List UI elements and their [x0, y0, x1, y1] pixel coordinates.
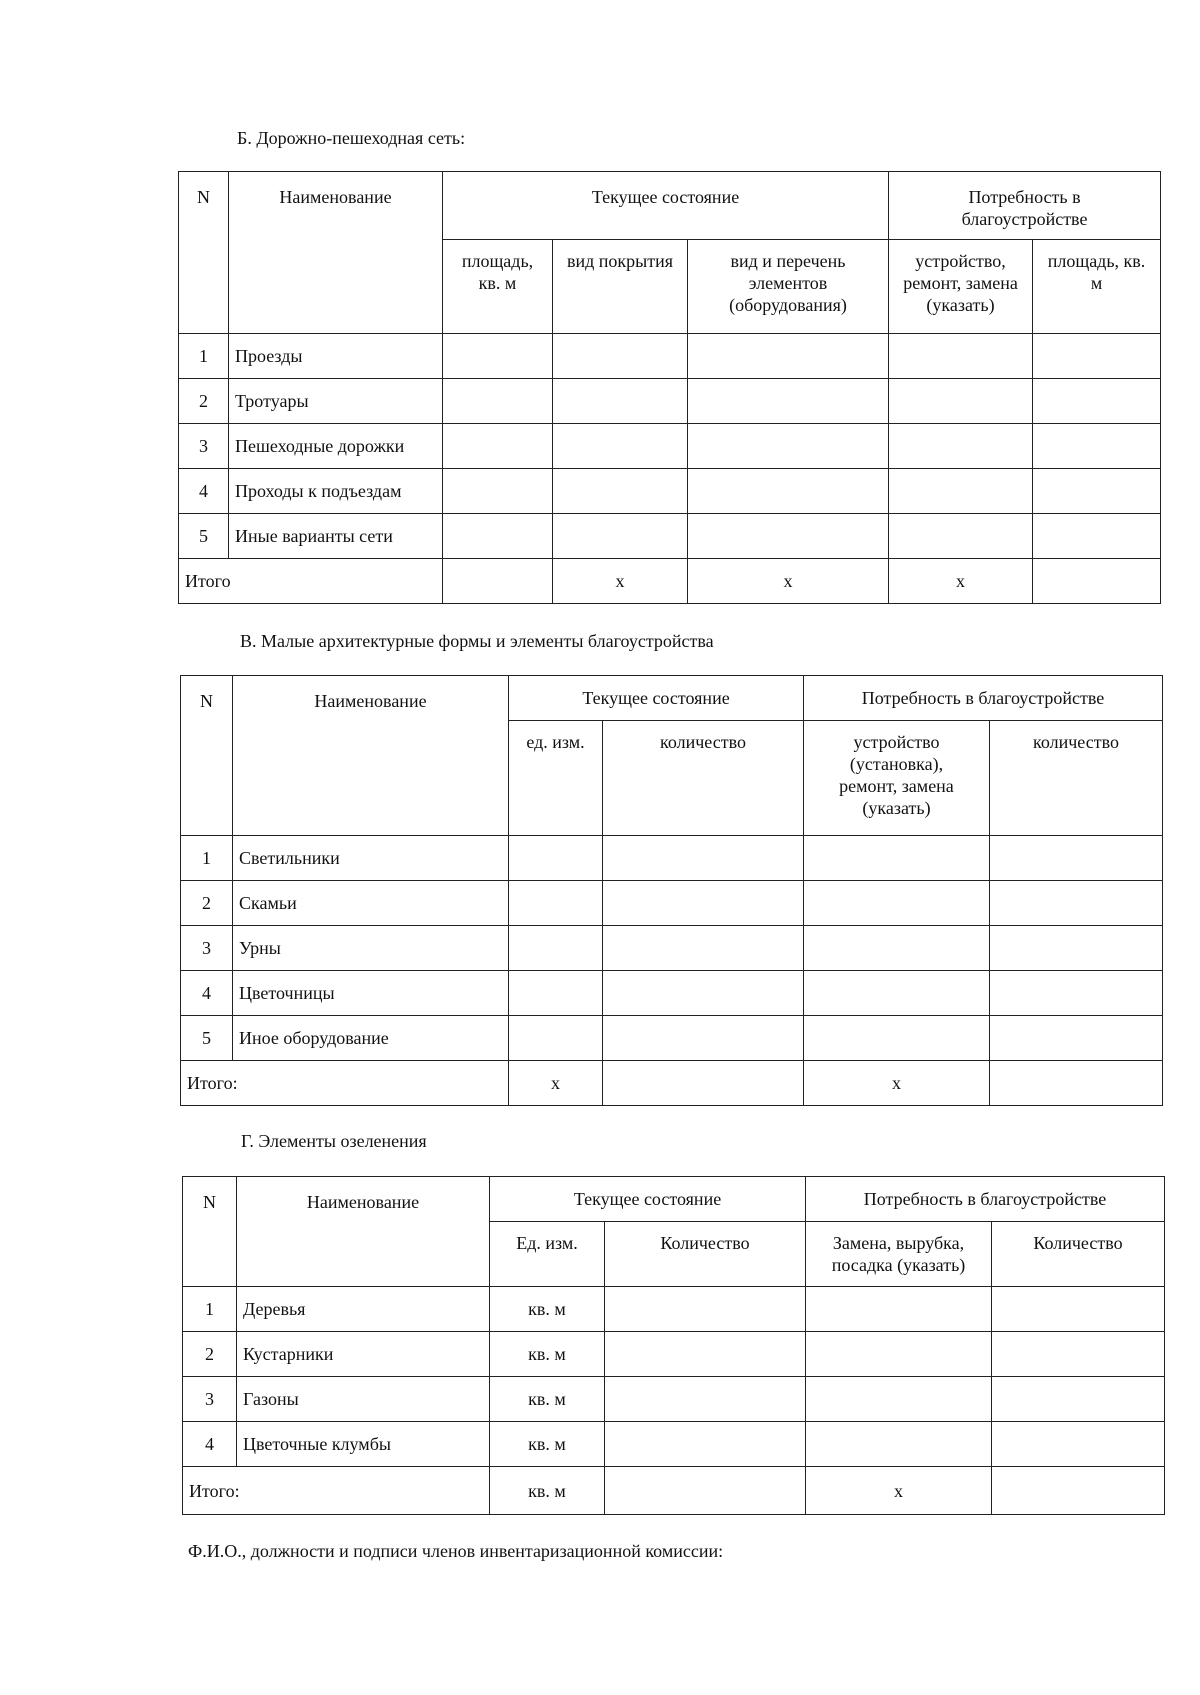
cell — [990, 836, 1163, 881]
cell — [1033, 379, 1161, 424]
header-elements: вид и перечень элементов (оборудования) — [688, 240, 889, 334]
cell — [443, 424, 553, 469]
row-unit: кв. м — [490, 1422, 605, 1467]
total-row — [181, 1061, 1163, 1106]
cell — [443, 514, 553, 559]
cell — [992, 1467, 1165, 1515]
cell — [992, 1422, 1165, 1467]
row-unit: кв. м — [490, 1287, 605, 1332]
cell — [806, 1377, 992, 1422]
cell — [443, 559, 553, 604]
row-number: 4 — [183, 1422, 237, 1467]
cell — [688, 469, 889, 514]
row-name: Газоны — [237, 1377, 490, 1422]
cell — [804, 881, 990, 926]
row-name: Проезды — [229, 334, 443, 379]
cell — [889, 334, 1033, 379]
cell — [605, 1422, 806, 1467]
header-unit: ед. изм. — [509, 721, 603, 836]
row-number: 1 — [183, 1287, 237, 1332]
total-repair: x — [889, 559, 1033, 604]
total-replace: x — [806, 1467, 992, 1515]
cell — [603, 926, 804, 971]
header-quantity: количество — [603, 721, 804, 836]
cell — [990, 971, 1163, 1016]
header-improvement-need: Потребность в благоустройстве — [806, 1177, 1165, 1222]
cell — [804, 836, 990, 881]
landscaping-table — [182, 1176, 1165, 1515]
cell — [603, 836, 804, 881]
cell — [889, 514, 1033, 559]
total-row — [183, 1467, 1165, 1515]
row-name: Урны — [233, 926, 509, 971]
total-unit: x — [509, 1061, 603, 1106]
table-row — [181, 926, 1163, 971]
row-number: 2 — [179, 379, 229, 424]
section-v-title: В. Малые архитектурные формы и элементы благоустройства — [240, 631, 714, 651]
cell — [688, 379, 889, 424]
total-label: Итого: — [183, 1467, 490, 1515]
header-name: Наименование — [237, 1177, 490, 1287]
row-unit: кв. м — [490, 1377, 605, 1422]
commission-signatures-line: Ф.И.О., должности и подписи членов инвентаризационной комиссии: — [188, 1541, 724, 1561]
row-name: Иные варианты сети — [229, 514, 443, 559]
cell — [509, 836, 603, 881]
section-g-title: Г. Элементы озеленения — [241, 1131, 427, 1151]
row-name: Тротуары — [229, 379, 443, 424]
total-coating: x — [553, 559, 688, 604]
row-name: Иное оборудование — [233, 1016, 509, 1061]
header-current-state: Текущее состояние — [443, 172, 889, 240]
header-need-quantity: количество — [990, 721, 1163, 836]
total-elements: x — [688, 559, 889, 604]
header-name: Наименование — [229, 172, 443, 334]
cell — [889, 379, 1033, 424]
cell — [603, 1061, 804, 1106]
table-row — [181, 836, 1163, 881]
cell — [603, 971, 804, 1016]
header-need-area: площадь, кв. м — [1033, 240, 1161, 334]
cell — [990, 926, 1163, 971]
cell — [688, 424, 889, 469]
table-row — [181, 1016, 1163, 1061]
cell — [603, 1016, 804, 1061]
row-name: Скамьи — [233, 881, 509, 926]
table-row — [181, 881, 1163, 926]
cell — [1033, 424, 1161, 469]
cell — [605, 1287, 806, 1332]
header-n: N — [183, 1177, 237, 1287]
cell — [804, 971, 990, 1016]
cell — [553, 514, 688, 559]
cell — [553, 469, 688, 514]
header-coating: вид покрытия — [553, 240, 688, 334]
cell — [509, 1016, 603, 1061]
header-current-state: Текущее состояние — [490, 1177, 806, 1222]
header-replace: Замена, вырубка, посадка (указать) — [806, 1222, 992, 1287]
cell — [509, 926, 603, 971]
small-architectural-forms-table — [180, 675, 1163, 1106]
table-row — [183, 1287, 1165, 1332]
row-number: 5 — [179, 514, 229, 559]
table-row — [179, 424, 1161, 469]
cell — [990, 881, 1163, 926]
road-network-table — [178, 171, 1161, 604]
cell — [553, 379, 688, 424]
header-n: N — [181, 676, 233, 836]
table-row — [183, 1422, 1165, 1467]
header-need-quantity: Количество — [992, 1222, 1165, 1287]
cell — [553, 334, 688, 379]
total-install: x — [804, 1061, 990, 1106]
total-label: Итого — [179, 559, 443, 604]
table-row — [183, 1332, 1165, 1377]
row-number: 1 — [181, 836, 233, 881]
header-name: Наименование — [233, 676, 509, 836]
row-number: 4 — [181, 971, 233, 1016]
cell — [992, 1377, 1165, 1422]
row-name: Цветочницы — [233, 971, 509, 1016]
section-b-title: Б. Дорожно-пешеходная сеть: — [237, 128, 466, 148]
row-name: Цветочные клумбы — [237, 1422, 490, 1467]
header-n: N — [179, 172, 229, 334]
cell — [806, 1287, 992, 1332]
header-improvement-need: Потребность в благоустройстве — [804, 676, 1163, 721]
row-name: Деревья — [237, 1287, 490, 1332]
table-row — [179, 334, 1161, 379]
cell — [1033, 559, 1161, 604]
table-row — [181, 971, 1163, 1016]
row-number: 1 — [179, 334, 229, 379]
table-row — [179, 469, 1161, 514]
cell — [889, 469, 1033, 514]
cell — [553, 424, 688, 469]
row-number: 4 — [179, 469, 229, 514]
header-area: площадь, кв. м — [443, 240, 553, 334]
cell — [1033, 334, 1161, 379]
row-unit: кв. м — [490, 1332, 605, 1377]
header-repair: устройство, ремонт, замена (указать) — [889, 240, 1033, 334]
cell — [605, 1332, 806, 1377]
row-name: Кустарники — [237, 1332, 490, 1377]
cell — [509, 971, 603, 1016]
cell — [990, 1016, 1163, 1061]
total-row — [179, 559, 1161, 604]
cell — [804, 926, 990, 971]
row-number: 3 — [179, 424, 229, 469]
row-number: 2 — [183, 1332, 237, 1377]
cell — [990, 1061, 1163, 1106]
cell — [889, 424, 1033, 469]
cell — [688, 334, 889, 379]
cell — [509, 881, 603, 926]
total-unit: кв. м — [490, 1467, 605, 1515]
row-name: Пешеходные дорожки — [229, 424, 443, 469]
cell — [806, 1332, 992, 1377]
row-number: 3 — [183, 1377, 237, 1422]
cell — [443, 379, 553, 424]
table-row — [179, 514, 1161, 559]
header-install: устройство (установка), ремонт, замена (указать) — [804, 721, 990, 836]
cell — [992, 1287, 1165, 1332]
cell — [443, 334, 553, 379]
table-row — [179, 379, 1161, 424]
row-number: 2 — [181, 881, 233, 926]
total-label: Итого: — [181, 1061, 509, 1106]
table-row — [183, 1377, 1165, 1422]
row-name: Проходы к подъездам — [229, 469, 443, 514]
header-current-state: Текущее состояние — [509, 676, 804, 721]
cell — [806, 1422, 992, 1467]
cell — [443, 469, 553, 514]
header-improvement-need: Потребность в благоустройстве — [889, 172, 1161, 240]
cell — [1033, 514, 1161, 559]
cell — [605, 1467, 806, 1515]
cell — [992, 1332, 1165, 1377]
cell — [804, 1016, 990, 1061]
cell — [1033, 469, 1161, 514]
header-quantity: Количество — [605, 1222, 806, 1287]
cell — [688, 514, 889, 559]
row-number: 3 — [181, 926, 233, 971]
row-name: Светильники — [233, 836, 509, 881]
cell — [603, 881, 804, 926]
cell — [605, 1377, 806, 1422]
row-number: 5 — [181, 1016, 233, 1061]
header-unit: Ед. изм. — [490, 1222, 605, 1287]
